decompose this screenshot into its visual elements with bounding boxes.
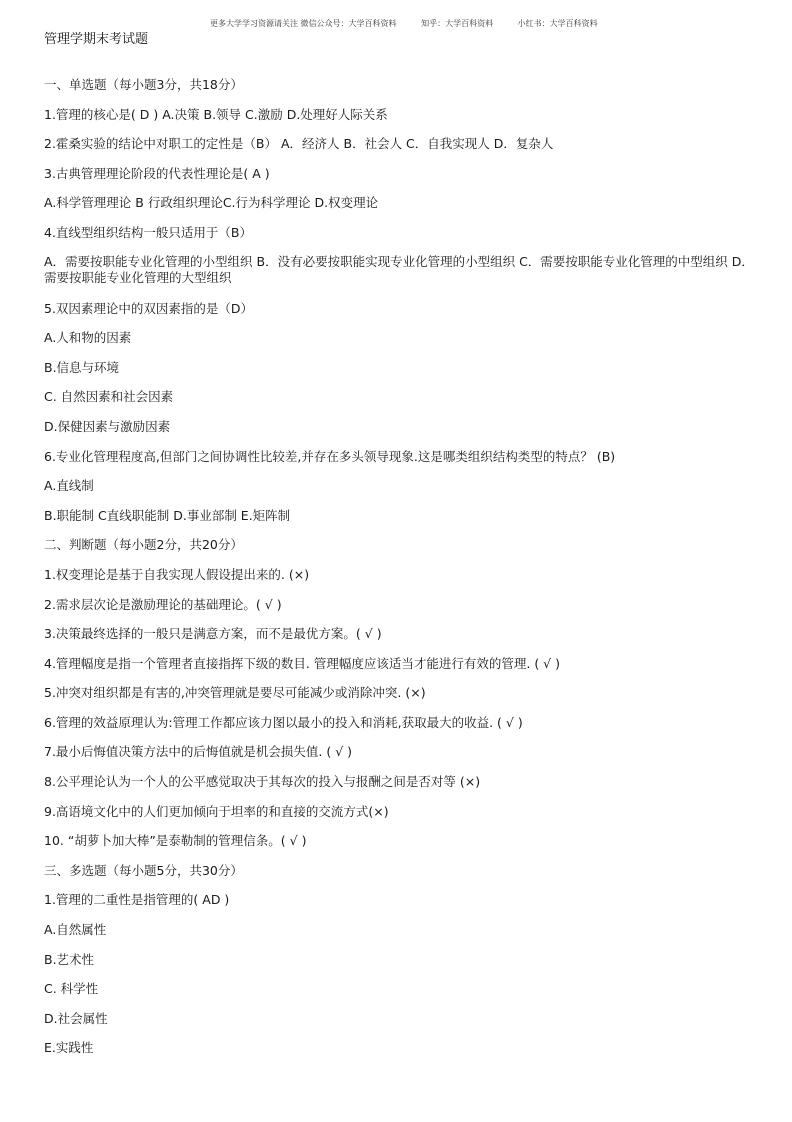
header-note [210,18,620,29]
header-note-xiaohongshu: 小红书：大学百科资料 [517,19,598,28]
option-line: B.信息与环境 [44,359,120,375]
option-line: C. 自然因素和社会因素 [44,389,174,405]
option-line: C. 科学性 [44,981,99,997]
statement-line: 9.高语境文化中的人们更加倾向于坦率的和直接的交流方式(×) [44,803,389,819]
option-line: A.科学管理理论 B 行政组织理论C.行为科学理论 D.权变理论 [44,195,379,211]
option-line: B.艺术性 [44,951,95,967]
option-line: A．需要按职能专业化管理的小型组织 B．没有必要按职能实现专业化管理的小型组织 C．需要按职能专业化管理的中型组织 D．需要按职能专业化管理的大型组织 [44,253,754,285]
statement-line: 8.公平理论认为一个人的公平感觉取决于其每次的投入与报酬之间是否对等 (×) [44,774,481,790]
statement-line: 4.管理幅度是指一个管理者直接指挥下级的数目. 管理幅度应该适当才能进行有效的管理. ( √ ) [44,655,560,671]
option-line: D.社会属性 [44,1010,108,1026]
header-note-zhihu: 知乎：大学百科资料 [421,19,494,28]
question-line: 6.专业化管理程度高,但部门之间协调性比较差,并存在多头领导现象.这是哪类组织结构类型的特点？ (B) [44,448,616,464]
statement-line: 7.最小后悔值决策方法中的后悔值就是机会损失值. ( √ ) [44,744,353,760]
statement-line: 2.需求层次论是激励理论的基础理论。( √ ) [44,596,282,612]
statement-line: 1.权变理论是基于自我实现人假设提出来的. (×) [44,566,310,582]
option-line: D.保健因素与激励因素 [44,418,171,434]
header-note-wechat: 更多大学学习资源请关注 微信公众号：大学百科资料 [210,19,397,28]
section-heading-single-choice: 一、单选题（每小题3分，共18分） [44,77,243,92]
option-line: E.实践性 [44,1040,94,1056]
section-heading-multiple-choice: 三、多选题（每小题5分，共30分） [44,862,243,878]
statement-line: 5.冲突对组织都是有害的,冲突管理就是要尽可能减少或消除冲突. (×) [44,685,426,701]
question-line: 5.双因素理论中的双因素指的是（D） [44,300,254,316]
option-line: A.自然属性 [44,922,107,938]
option-line: A.人和物的因素 [44,330,132,346]
document-title: 管理学期末考试题 [44,32,149,47]
option-line: B.职能制 C直线职能制 D.事业部制 E.矩阵制 [44,507,291,523]
question-line: 1.管理的二重性是指管理的( AD ) [44,892,230,908]
question-line: 1.管理的核心是( D ) A.决策 B.领导 C.激励 D.处理好人际关系 [44,106,388,122]
question-line: 4.直线型组织结构一般只适用于（B） [44,224,253,240]
exam-content [44,76,756,1069]
question-line: 3.古典管理理论阶段的代表性理论是( A ) [44,165,270,181]
section-heading-true-false: 二、判断题（每小题2分，共20分） [44,537,243,553]
statement-line: 3.决策最终选择的一般只是满意方案，而不是最优方案。( √ ) [44,626,382,642]
statement-line: 6.管理的效益原理认为:管理工作都应该力图以最小的投入和消耗,获取最大的收益. ( √ ) [44,714,523,730]
statement-line: 10. “胡萝卜加大棒”是泰勒制的管理信条。( √ ) [44,833,307,849]
question-line: 2.霍桑实验的结论中对职工的定性是（B） A．经济人 B．社会人 C．自我实现人 D．复杂人 [44,136,554,152]
option-line: A.直线制 [44,478,94,494]
